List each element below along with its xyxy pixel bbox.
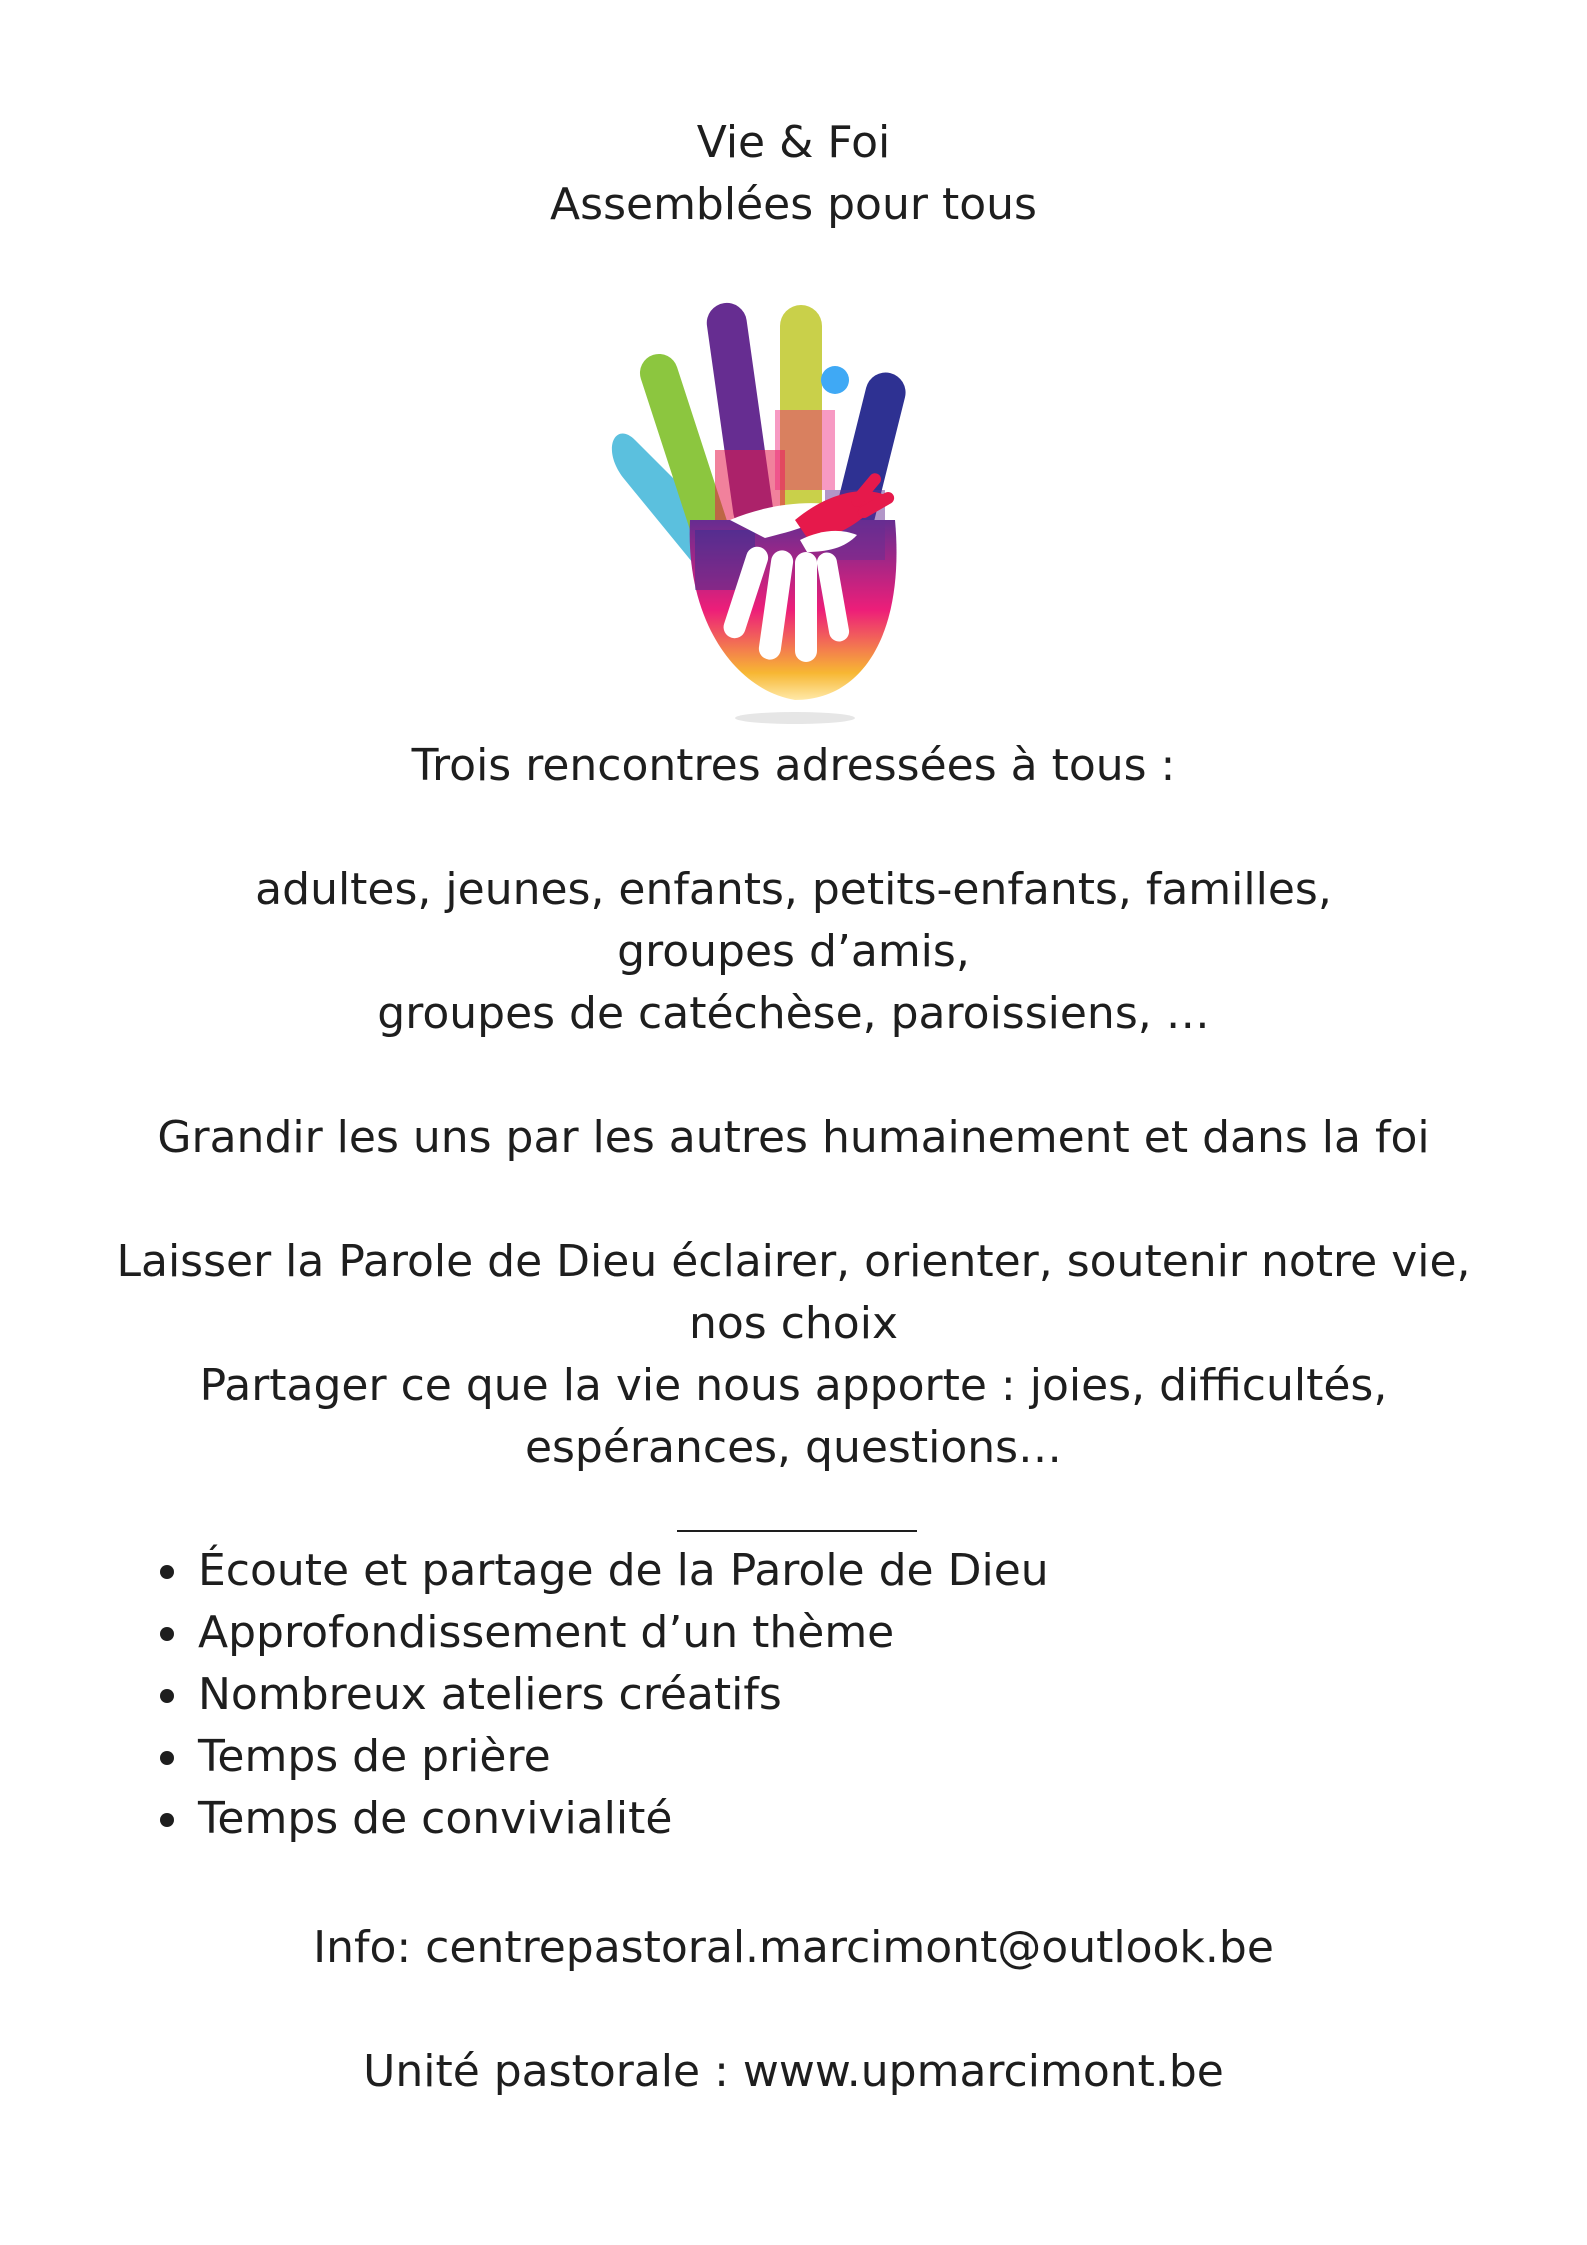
activity-label: Temps de prière: [198, 1731, 551, 1782]
bullet-icon: [160, 1751, 174, 1765]
bullet-icon: [160, 1627, 174, 1641]
audience-line: groupes de catéchèse, paroissiens, …: [377, 988, 1210, 1039]
list-item: [160, 1726, 1049, 1788]
bullet-icon: [160, 1813, 174, 1827]
flyer-subtitle: Assemblées pour tous: [550, 179, 1037, 230]
audience-line: adultes, jeunes, enfants, petits-enfants, familles,: [255, 864, 1332, 915]
contact-info: Info: centrepastoral.marcimont@outlook.be: [313, 1922, 1274, 1973]
audience-line: groupes d’amis,: [617, 926, 970, 977]
flyer-title: Vie & Foi: [696, 117, 891, 168]
word-line: Partager ce que la vie nous apporte : joies, difficultés,: [199, 1360, 1388, 1411]
activity-label: Nombreux ateliers créatifs: [198, 1669, 782, 1720]
list-item: [160, 1540, 1049, 1602]
bullet-icon: [160, 1565, 174, 1579]
word-line: Laisser la Parole de Dieu éclairer, orienter, soutenir notre vie,: [116, 1236, 1471, 1287]
section-divider: [677, 1530, 917, 1532]
activity-label: Écoute et partage de la Parole de Dieu: [198, 1545, 1049, 1596]
colorful-hands-logo-icon: [595, 290, 995, 730]
list-item: [160, 1788, 1049, 1850]
list-item: [160, 1602, 1049, 1664]
activity-label: Temps de convivialité: [198, 1793, 673, 1844]
activity-label: Approfondissement d’un thème: [198, 1607, 895, 1658]
grow-statement: Grandir les uns par les autres humainement et dans la foi: [157, 1112, 1430, 1163]
bullet-icon: [160, 1689, 174, 1703]
word-line: nos choix: [689, 1298, 898, 1349]
word-line: espérances, questions…: [524, 1422, 1063, 1473]
activities-list: [160, 1540, 1049, 1850]
logo-shadow: [735, 712, 855, 724]
website-info: Unité pastorale : www.upmarcimont.be: [363, 2046, 1224, 2097]
list-item: [160, 1664, 1049, 1726]
intro-heading: Trois rencontres adressées à tous :: [411, 740, 1176, 791]
